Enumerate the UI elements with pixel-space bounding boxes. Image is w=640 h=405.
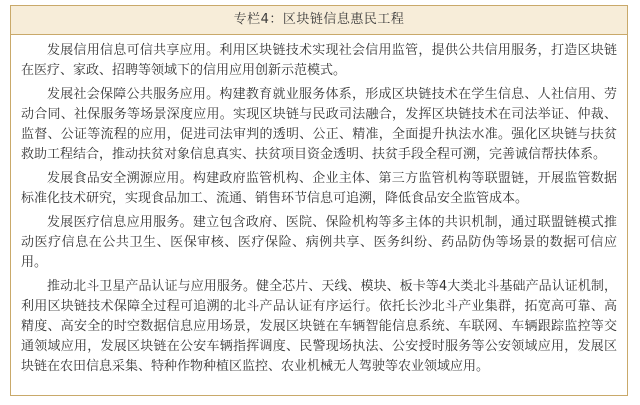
column-title: 专栏4：区块链信息惠民工程 bbox=[11, 6, 627, 35]
paragraph-social-security: 发展社会保障公共服务应用。构建教育就业服务体系，形成区块链技术在学生信息、人社信用、劳动合同、社保服务等场景深度应用。实现区块链与民政司法融合，发挥区块链技术在司法举证、仲裁、监督、公证等流程的应用，促进司法审判的透明、公正、精准，全面提升执法水准。强化区块链与扶贫救助工程结合，推动扶贫对象信息真实、扶贫项目资金透明、扶贫手段全程可溯，完善诚信帮扶体系。 bbox=[21, 87, 617, 162]
paragraph-credit: 发展信用信息可信共享应用。利用区块链技术实现社会信用监管，提供公共信用服务，打造区块链在医疗、家政、招聘等领域下的信用应用创新示范模式。 bbox=[21, 43, 617, 78]
paragraph-beidou: 推动北斗卫星产品认证与应用服务。健全芯片、天线、模块、板卡等4大类北斗基础产品认证机制，利用区块链技术保障全过程可追溯的北斗产品认证有序运行。依托长沙北斗产业集群，拓宽高可靠、高精度、高安全的时空数据信息应用场景，发展区块链在车辆智能信息系统、车联网、车辆跟踪监控等交通领域应用，发展区块链在公安车辆指挥调度、民警现场执法、公安授时服务等公安领域应用，发展区块链在农田信息采集、特种作物种植区监控、农业机械无人驾驶等农业领域应用。 bbox=[21, 279, 617, 374]
column-content bbox=[11, 35, 627, 377]
paragraph-medical: 发展医疗信息应用服务。建立包含政府、医院、保险机构等多主体的共识机制，通过联盟链模式推动医疗信息在公共卫生、医保审核、医疗保险、病例共享、医务纠纷、药品防伪等场景的数据可信应用。 bbox=[21, 215, 617, 270]
paragraph-food-safety: 发展食品安全溯源应用。构建政府监管机构、企业主体、第三方监管机构等联盟链，开展监管数据标准化技术研究，实现食品加工、流通、销售环节信息可追溯，降低食品安全监管成本。 bbox=[21, 171, 617, 206]
column-box bbox=[10, 5, 628, 396]
